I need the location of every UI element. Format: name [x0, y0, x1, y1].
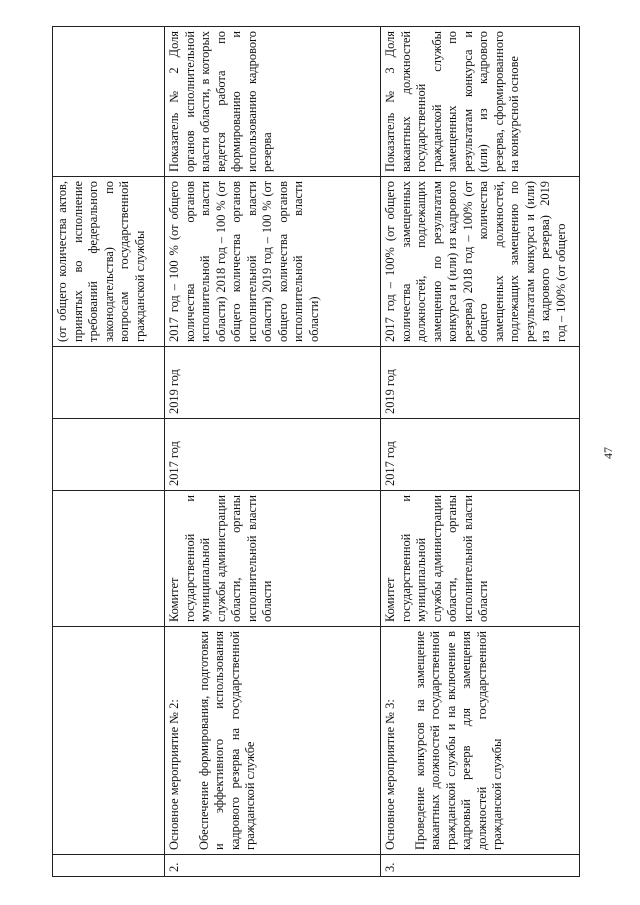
row2-num: 2.: [165, 855, 381, 877]
row2-result: 2017 год – 100 % (от общего количества органов исполнительной власти области) 2018 год – 100 % (от общего количества органов исполнительной власти области) 2019 год – 100 % (от общего количества органов исполнительной власти области): [165, 177, 381, 347]
row1-result: (от общего количества актов, принятых во исполнение требований федерального законодательства) по вопросам государственной гражданской службы: [53, 177, 165, 347]
row2-start: 2017 год: [165, 419, 381, 491]
row2-indicator: Показатель № 2 Доля органов исполнительной власти области, в которых ведется работа по формированию и использованию кадрового резерва: [165, 27, 381, 177]
row3-start: 2017 год: [381, 419, 580, 491]
program-table: [52, 26, 580, 877]
row2-activity: [165, 627, 381, 855]
page-number: 47: [601, 447, 615, 459]
row1-num: [53, 855, 165, 877]
row3-result: 2017 год – 100% (от общего количества замещенных должностей, подлежащих замещению по результатам конкурса и (или) из кадрового резерва) 2018 год – 100% (от общего количества замещенных должностей, подлежащих замещению по результатам конкурса и (или) из кадрового резерва) 2019 год – 100% (от общего: [381, 177, 580, 347]
row3-indicator: Показатель № 3 Доля вакантных должностей государственной гражданской службы замещенных по результатам конкурса и (или) из кадрового резерва, сформированного на конкурсной основе: [381, 27, 580, 177]
row1-executor: [53, 491, 165, 627]
table-row: [381, 27, 580, 877]
row2-end: 2019 год: [165, 347, 381, 419]
row2-activity-title: Основное мероприятие № 2:: [167, 699, 181, 850]
table-row: [53, 27, 165, 877]
row3-activity-title: Основное мероприятие № 3:: [383, 699, 397, 850]
row1-indicator: [53, 27, 165, 177]
row1-activity: [53, 627, 165, 855]
row2-executor: Комитет государственной и муниципальной службы администрации области, органы исполнительной власти области: [165, 491, 381, 627]
row1-start: [53, 419, 165, 491]
row3-executor: Комитет государственной и муниципальной службы администрации области, органы исполнительной власти области: [381, 491, 580, 627]
row3-num: 3.: [381, 855, 580, 877]
row3-activity: [381, 627, 580, 855]
row3-end: 2019 год: [381, 347, 580, 419]
table-row: [165, 27, 381, 877]
row1-end: [53, 347, 165, 419]
row2-activity-text: Обеспечение формирования, подготовки и эффективного использования кадрового резерва на государственной гражданской службе: [196, 631, 257, 850]
row3-activity-text: Проведение конкурсов на замещение вакантных должностей государственной гражданской службы и на включение в кадровый резерв для замещения должностей государственной гражданской службы: [412, 631, 504, 850]
